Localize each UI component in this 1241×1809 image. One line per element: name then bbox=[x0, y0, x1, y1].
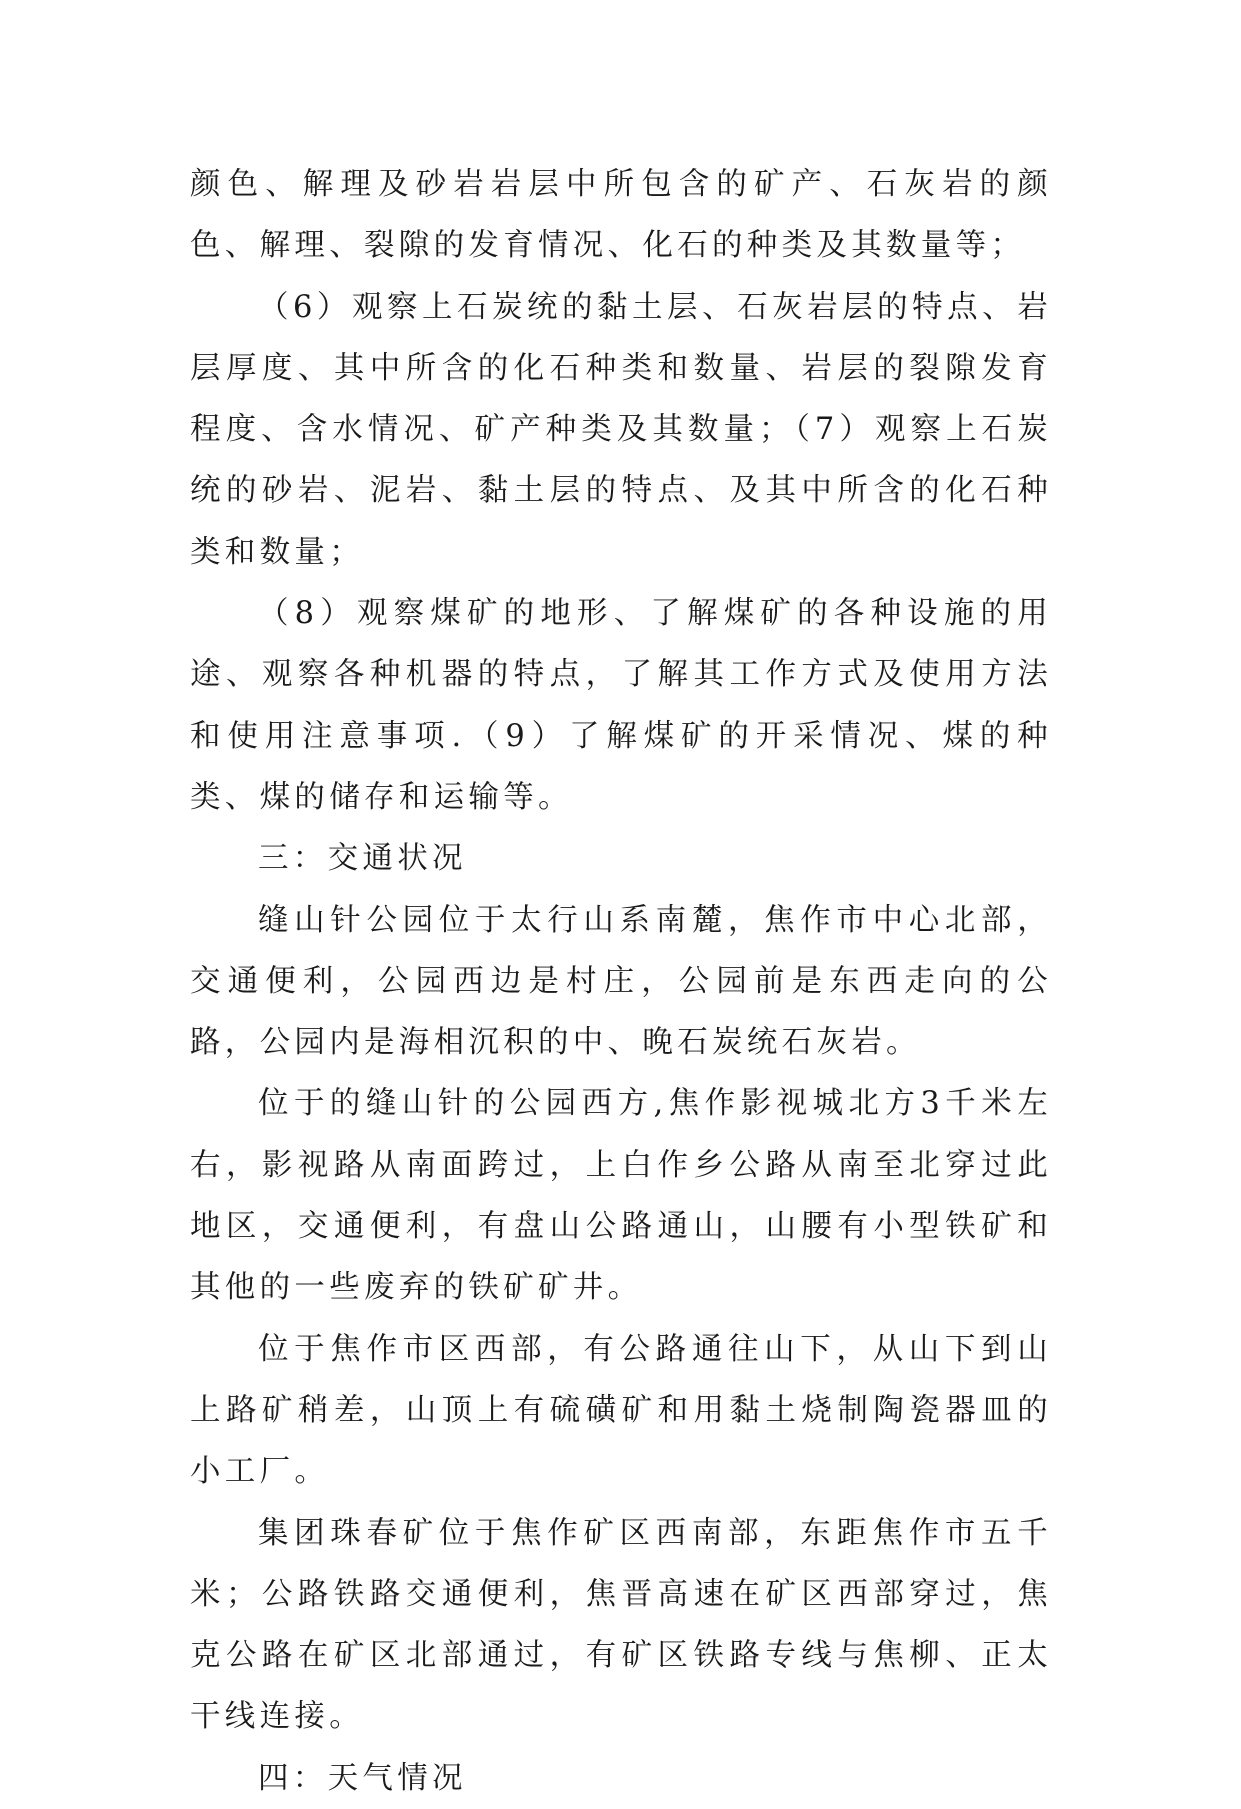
paragraph-park-west: 位于的缝山针的公园西方,焦作影视城北方3千米左右，影视路从南面跨过，上白作乡公路从南至北穿过此地区，交通便利，有盘山公路通山，山腰有小型铁矿和其他的一些废弃的铁矿矿井。 bbox=[190, 1086, 1052, 1306]
section-heading-traffic: 三：交通状况 bbox=[258, 841, 467, 877]
paragraph-zhuchun-mine: 集团珠春矿位于焦作矿区西南部，东距焦作市五千米；公路铁路交通便利，焦晋高速在矿区西部穿过，焦克公路在矿区北部通过，有矿区铁路专线与焦柳、正太干线连接。 bbox=[190, 1515, 1052, 1735]
paragraph-city-west: 位于焦作市区西部，有公路通往山下，从山下到山上路矿稍差，山顶上有硫磺矿和用黏土烧制陶瓷器皿的小工厂。 bbox=[190, 1331, 1052, 1490]
paragraph-observation-6-7: （6）观察上石炭统的黏土层、石灰岩层的特点、岩层厚度、其中所含的化石种类和数量、岩层的裂隙发育程度、含水情况、矿产种类及其数量；（7）观察上石炭统的砂岩、泥岩、黏土层的特点、及其中所含的化石种类和数量； bbox=[190, 289, 1052, 570]
paragraph-fengshanzhen-park: 缝山针公园位于太行山系南麓，焦作市中心北部，交通便利，公园西边是村庄，公园前是东西走向的公路，公园内是海相沉积的中、晚石炭统石灰岩。 bbox=[190, 902, 1052, 1061]
paragraph-observation-8-9: （8）观察煤矿的地形、了解煤矿的各种设施的用途、观察各种机器的特点，了解其工作方式及使用方法和使用注意事项.（9）了解煤矿的开采情况、煤的种类、煤的储存和运输等。 bbox=[190, 596, 1052, 815]
paragraph-continuation: 颜色、解理及砂岩岩层中所包含的矿产、石灰岩的颜色、解理、裂隙的发育情况、化石的种类及其数量等； bbox=[190, 167, 1052, 264]
section-heading-weather: 四：天气情况 bbox=[258, 1760, 467, 1796]
document-body bbox=[190, 154, 1052, 1809]
